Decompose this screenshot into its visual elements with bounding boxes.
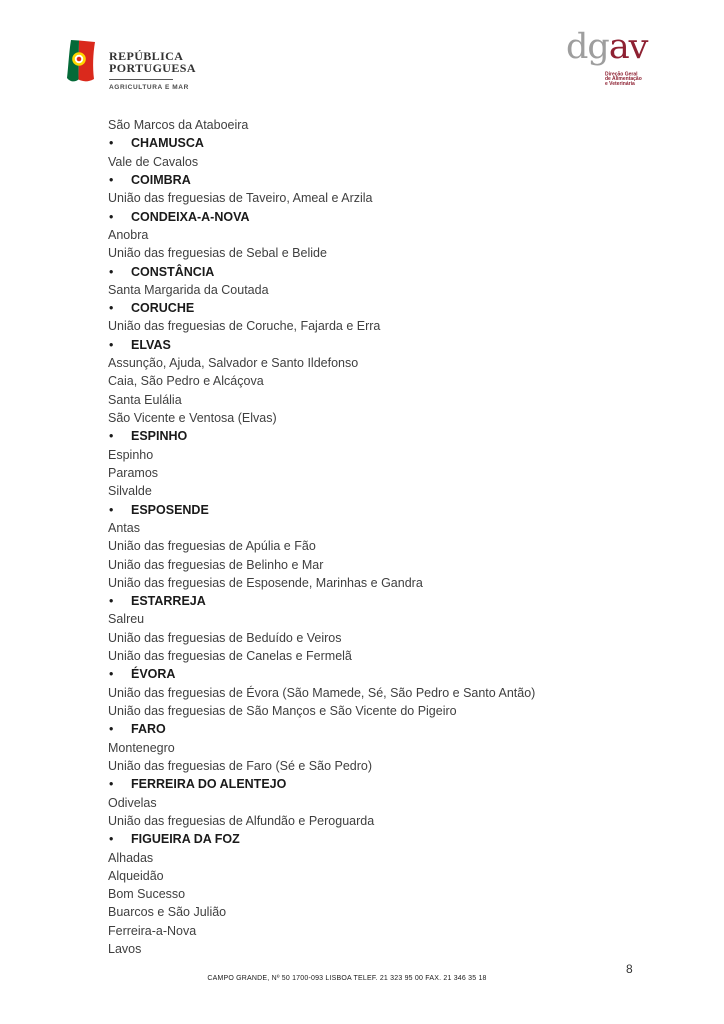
municipality-item [108, 208, 668, 226]
municipality-item [108, 263, 668, 281]
parish-item [108, 684, 668, 702]
bullet-icon: • [109, 264, 114, 279]
item-text: Ferreira-a-Nova [108, 923, 197, 938]
parish-item [108, 226, 668, 244]
parish-item [108, 922, 668, 940]
item-text: ESTARREJA [131, 594, 206, 609]
item-text: FERREIRA DO ALENTEJO [131, 777, 287, 792]
parish-item [108, 281, 668, 299]
item-text: Silvalde [108, 484, 152, 499]
municipality-item [108, 830, 668, 848]
item-text: União das freguesias de Sebal e Belide [108, 246, 327, 261]
item-text: CORUCHE [131, 301, 195, 316]
item-text: COIMBRA [131, 172, 191, 187]
parish-item [108, 867, 668, 885]
page-number: 8 [626, 962, 633, 976]
gov-logo-subtitle: AGRICULTURA E MAR [109, 84, 189, 91]
bullet-icon: • [109, 429, 114, 444]
item-text: Alqueidão [108, 868, 164, 883]
parish-item [108, 519, 668, 537]
bullet-icon: • [109, 301, 114, 316]
bullet-icon: • [109, 209, 114, 224]
item-text: União das freguesias de Apúlia e Fão [108, 539, 316, 554]
item-text: ELVAS [131, 337, 171, 352]
municipality-item [108, 775, 668, 793]
item-text: União das freguesias de Beduído e Veiros [108, 630, 342, 645]
parish-item [108, 446, 668, 464]
parish-item [108, 354, 668, 372]
municipality-item [108, 171, 668, 189]
bullet-icon: • [109, 832, 114, 847]
item-text: Santa Eulália [108, 392, 182, 407]
parish-item [108, 812, 668, 830]
republica-portuguesa-logo [66, 39, 196, 91]
item-text: União das freguesias de Esposende, Marinhas e Gandra [108, 575, 423, 590]
item-text: Buarcos e São Julião [108, 905, 227, 920]
item-text: CONSTÂNCIA [131, 264, 215, 279]
municipality-item [108, 427, 668, 445]
dgav-wordmark-dg: dg [566, 27, 609, 67]
item-text: FIGUEIRA DA FOZ [131, 832, 240, 847]
parish-item [108, 482, 668, 500]
municipality-item [108, 336, 668, 354]
bullet-icon: • [109, 136, 114, 151]
item-text: ESPINHO [131, 429, 188, 444]
dgav-wordmark-av: av [608, 27, 648, 67]
item-text: União das freguesias de Évora (São Mamede, Sé, São Pedro e Santo Antão) [108, 685, 536, 700]
parish-item [108, 153, 668, 171]
item-text: Bom Sucesso [108, 887, 186, 902]
parish-item [108, 647, 668, 665]
item-text: São Vicente e Ventosa (Elvas) [108, 411, 277, 425]
parish-item [108, 757, 668, 775]
portugal-flag-icon [66, 39, 97, 83]
item-text: União das freguesias de Alfundão e Peroguarda [108, 813, 375, 828]
gov-logo-divider [109, 79, 173, 80]
municipality-item [108, 720, 668, 738]
parish-item [108, 189, 668, 207]
item-text: União das freguesias de São Manços e São Vicente do Pigeiro [108, 704, 457, 718]
item-text: São Marcos da Ataboeira [108, 118, 249, 132]
item-text: Lavos [108, 942, 142, 957]
bullet-icon: • [109, 777, 114, 792]
item-text: Paramos [108, 465, 159, 480]
item-text: União das freguesias de Canelas e Fermelã [108, 649, 352, 664]
bullet-icon: • [109, 722, 114, 737]
parish-item [108, 739, 668, 757]
parish-item [108, 610, 668, 628]
municipality-item [108, 134, 668, 152]
parish-item [108, 702, 668, 720]
item-text: Salreu [108, 612, 145, 627]
gov-logo-text [109, 39, 196, 91]
parish-item [108, 574, 668, 592]
item-text: União das freguesias de Faro (Sé e São Pedro) [108, 758, 373, 773]
gov-logo-title: REPÚBLICA PORTUGUESA [109, 49, 196, 75]
parish-item [108, 940, 668, 958]
parish-item [108, 849, 668, 867]
bullet-icon: • [109, 337, 114, 352]
parish-item [108, 317, 668, 335]
item-text: ÉVORA [131, 667, 176, 682]
parish-item [108, 372, 668, 390]
item-text: Antas [108, 520, 140, 535]
bullet-icon: • [109, 667, 114, 682]
item-text: Odivelas [108, 795, 157, 810]
item-text: Anobra [108, 227, 149, 242]
municipality-item [108, 501, 668, 519]
bullet-icon: • [109, 502, 114, 517]
parish-item [108, 903, 668, 921]
item-text: FARO [131, 722, 166, 737]
parish-item [108, 409, 668, 427]
parish-item [108, 244, 668, 262]
footer-address: CAMPO GRANDE, Nº 50 1700-093 LISBOA TELEF. 21 323 95 00 FAX. 21 346 35 18 [207, 975, 487, 982]
parish-item [108, 794, 668, 812]
item-text: Caia, São Pedro e Alcáçova [108, 374, 264, 389]
parish-item [108, 629, 668, 647]
item-text: Vale de Cavalos [108, 154, 199, 169]
item-text: Assunção, Ajuda, Salvador e Santo Ildefonso [108, 356, 359, 371]
item-text: União das freguesias de Coruche, Fajarda e Erra [108, 319, 381, 334]
bullet-icon: • [109, 594, 114, 609]
item-text: Santa Margarida da Coutada [108, 282, 269, 297]
parish-item [108, 391, 668, 409]
item-text: Alhadas [108, 850, 154, 865]
item-text: União das freguesias de Taveiro, Ameal e Arzila [108, 191, 373, 206]
item-text: Montenegro [108, 740, 175, 755]
dgav-logo [566, 27, 686, 87]
item-text: CHAMUSCA [131, 136, 204, 151]
parish-item [108, 116, 668, 134]
item-text: ESPOSENDE [131, 502, 209, 517]
item-text: União das freguesias de Belinho e Mar [108, 557, 324, 572]
parish-list [108, 116, 668, 958]
parish-item [108, 537, 668, 555]
municipality-item [108, 592, 668, 610]
item-text: Espinho [108, 447, 154, 462]
parish-item [108, 885, 668, 903]
parish-item [108, 464, 668, 482]
municipality-item [108, 665, 668, 683]
parish-item [108, 556, 668, 574]
item-text: CONDEIXA-A-NOVA [131, 209, 250, 224]
dgav-wordmark [566, 27, 686, 67]
bullet-icon: • [109, 172, 114, 187]
dgav-caption: Direção Geral de Alimentação e Veterinária [605, 71, 642, 87]
municipality-item [108, 299, 668, 317]
